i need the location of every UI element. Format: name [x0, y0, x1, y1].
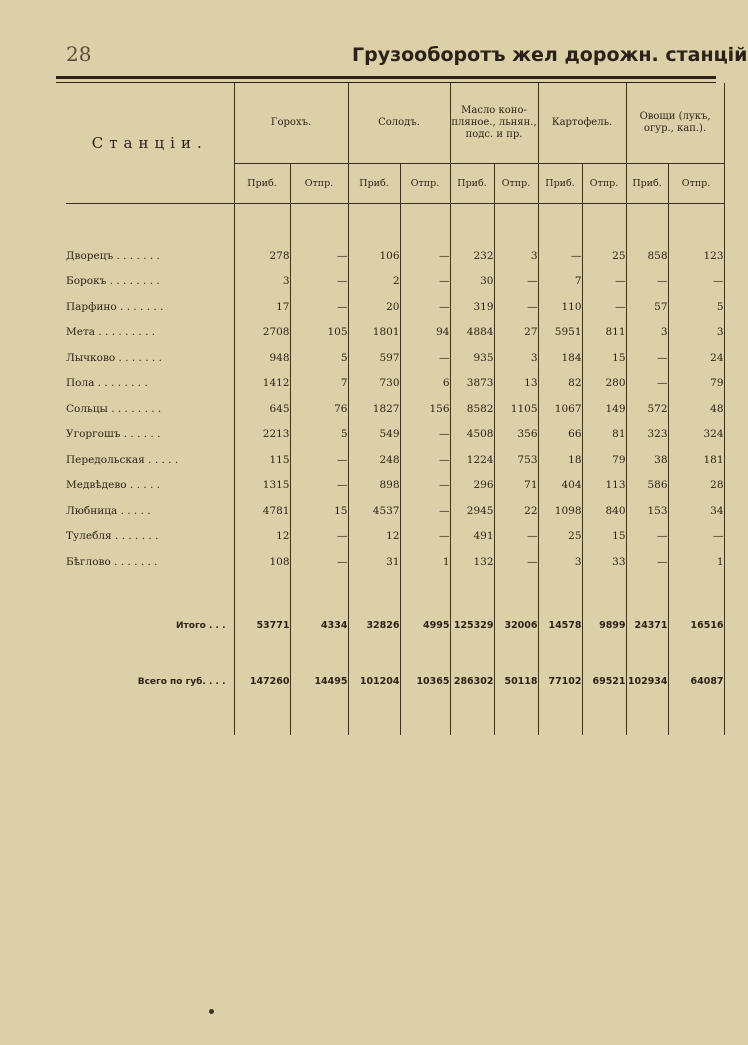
arrival-cell: 1801 — [348, 320, 400, 346]
arrival-cell: 4781 — [234, 498, 290, 524]
arrival-cell: 296 — [450, 473, 494, 499]
arrival-cell: — — [538, 243, 582, 269]
dispatch-cell: 3 — [494, 243, 538, 269]
arrival-cell: 1827 — [348, 396, 400, 422]
arrival-cell: 14578 — [538, 611, 582, 641]
dispatch-cell: 27 — [494, 320, 538, 346]
table-row — [66, 345, 724, 371]
dispatch-cell: — — [290, 473, 348, 499]
spacer-row — [66, 203, 724, 243]
dispatch-cell: 25 — [582, 243, 626, 269]
arrival-cell: 597 — [348, 345, 400, 371]
group-header-oil: Масло коно-пляное., льнян., подс. и пр. — [450, 83, 538, 163]
arrival-cell: 232 — [450, 243, 494, 269]
dispatch-cell: 7 — [290, 371, 348, 397]
table-row — [66, 396, 724, 422]
dispatch-cell: — — [582, 294, 626, 320]
table-row — [66, 524, 724, 550]
arrival-cell: 57 — [626, 294, 668, 320]
arrival-cell: 491 — [450, 524, 494, 550]
group-header-potatoes: Картофель. — [538, 83, 626, 163]
dispatch-cell: 123 — [668, 243, 724, 269]
arrival-cell: — — [626, 269, 668, 295]
arrival-cell: 323 — [626, 422, 668, 448]
station-name: Угоргошъ . . . . . . — [66, 422, 234, 448]
dispatch-cell: — — [582, 269, 626, 295]
station-name: Передольская . . . . . — [66, 447, 234, 473]
dispatch-cell: — — [494, 524, 538, 550]
arrival-cell: 3 — [538, 549, 582, 575]
sub-header-arrival: Приб. — [234, 163, 290, 203]
arrival-cell: — — [626, 524, 668, 550]
arrival-cell: 30 — [450, 269, 494, 295]
dispatch-cell: 48 — [668, 396, 724, 422]
sub-header-arrival: Приб. — [538, 163, 582, 203]
dispatch-cell: 840 — [582, 498, 626, 524]
dispatch-cell: 79 — [582, 447, 626, 473]
arrival-cell: 12 — [234, 524, 290, 550]
dispatch-cell: 5 — [290, 345, 348, 371]
dispatch-cell: 16516 — [668, 611, 724, 641]
dispatch-cell: 14495 — [290, 667, 348, 697]
arrival-cell: 2213 — [234, 422, 290, 448]
arrival-cell: 549 — [348, 422, 400, 448]
dispatch-cell: 5 — [668, 294, 724, 320]
dispatch-cell: 79 — [668, 371, 724, 397]
arrival-cell: — — [626, 345, 668, 371]
dispatch-cell: 4334 — [290, 611, 348, 641]
dispatch-cell: 15 — [290, 498, 348, 524]
arrival-cell: 110 — [538, 294, 582, 320]
sub-header-dispatch: Отпр. — [290, 163, 348, 203]
arrival-cell: 286302 — [450, 667, 494, 697]
station-name: Медвѣдево . . . . . — [66, 473, 234, 499]
arrival-cell: 53771 — [234, 611, 290, 641]
dispatch-cell: 94 — [400, 320, 450, 346]
dispatch-cell: 181 — [668, 447, 724, 473]
sub-header-dispatch: Отпр. — [494, 163, 538, 203]
arrival-cell: 645 — [234, 396, 290, 422]
arrival-cell: 4884 — [450, 320, 494, 346]
arrival-cell: 319 — [450, 294, 494, 320]
arrival-cell: 572 — [626, 396, 668, 422]
dispatch-cell: 5 — [290, 422, 348, 448]
dispatch-cell: 356 — [494, 422, 538, 448]
arrival-cell: 4537 — [348, 498, 400, 524]
arrival-cell: 248 — [348, 447, 400, 473]
dispatch-cell: 6 — [400, 371, 450, 397]
dispatch-cell: — — [668, 524, 724, 550]
sub-header-dispatch: Отпр. — [668, 163, 724, 203]
arrival-cell: 3 — [626, 320, 668, 346]
arrival-cell: 115 — [234, 447, 290, 473]
station-name: Сольцы . . . . . . . . — [66, 396, 234, 422]
arrival-cell: 38 — [626, 447, 668, 473]
dispatch-cell: 1105 — [494, 396, 538, 422]
total-row — [66, 611, 724, 641]
arrival-cell: 404 — [538, 473, 582, 499]
arrival-cell: — — [626, 549, 668, 575]
station-name: Пола . . . . . . . . — [66, 371, 234, 397]
station-name: Мета . . . . . . . . . — [66, 320, 234, 346]
group-header-peas: Горохъ. — [234, 83, 348, 163]
dispatch-cell: 9899 — [582, 611, 626, 641]
dispatch-cell: 324 — [668, 422, 724, 448]
arrival-cell: 3873 — [450, 371, 494, 397]
arrival-cell: 184 — [538, 345, 582, 371]
dispatch-cell: — — [400, 345, 450, 371]
arrival-cell: 101204 — [348, 667, 400, 697]
ink-speck — [209, 1009, 214, 1014]
dispatch-cell: 64087 — [668, 667, 724, 697]
dispatch-cell: 753 — [494, 447, 538, 473]
dispatch-cell: — — [400, 498, 450, 524]
arrival-cell: 948 — [234, 345, 290, 371]
arrival-cell: 132 — [450, 549, 494, 575]
arrival-cell: 278 — [234, 243, 290, 269]
station-name: Дворецъ . . . . . . . — [66, 243, 234, 269]
table-row — [66, 371, 724, 397]
station-name: Бѣглово . . . . . . . — [66, 549, 234, 575]
arrival-cell: 3 — [234, 269, 290, 295]
dispatch-cell: 34 — [668, 498, 724, 524]
total-row — [66, 667, 724, 697]
arrival-cell: 108 — [234, 549, 290, 575]
arrival-cell: 153 — [626, 498, 668, 524]
dispatch-cell: 156 — [400, 396, 450, 422]
table-row — [66, 473, 724, 499]
dispatch-cell: — — [400, 524, 450, 550]
dispatch-cell: 10365 — [400, 667, 450, 697]
arrival-cell: 1412 — [234, 371, 290, 397]
sub-header-arrival: Приб. — [348, 163, 400, 203]
arrival-cell: — — [626, 371, 668, 397]
dispatch-cell: 280 — [582, 371, 626, 397]
dispatch-cell: 4995 — [400, 611, 450, 641]
table-row — [66, 243, 724, 269]
header-rule — [56, 76, 716, 79]
group-header-vegetables: Овощи (лукъ, огур., кап.). — [626, 83, 724, 163]
station-name: Лычково . . . . . . . — [66, 345, 234, 371]
dispatch-cell: — — [290, 447, 348, 473]
spacer-row — [66, 697, 724, 735]
arrival-cell: 1098 — [538, 498, 582, 524]
dispatch-cell: 50118 — [494, 667, 538, 697]
arrival-cell: 2 — [348, 269, 400, 295]
arrival-cell: 82 — [538, 371, 582, 397]
arrival-cell: 4508 — [450, 422, 494, 448]
dispatch-cell: — — [494, 549, 538, 575]
station-name: Борокъ . . . . . . . . — [66, 269, 234, 295]
dispatch-cell: — — [494, 294, 538, 320]
group-header-malt: Солодъ. — [348, 83, 450, 163]
arrival-cell: 1067 — [538, 396, 582, 422]
table-row — [66, 549, 724, 575]
dispatch-cell: 22 — [494, 498, 538, 524]
arrival-cell: 935 — [450, 345, 494, 371]
station-column-header: Станціи. — [66, 83, 234, 203]
arrival-cell: 730 — [348, 371, 400, 397]
dispatch-cell: — — [290, 549, 348, 575]
station-name: Любница . . . . . — [66, 498, 234, 524]
sub-header-dispatch: Отпр. — [582, 163, 626, 203]
arrival-cell: 8582 — [450, 396, 494, 422]
arrival-cell: 12 — [348, 524, 400, 550]
arrival-cell: 77102 — [538, 667, 582, 697]
page-number: 28 — [66, 42, 92, 66]
dispatch-cell: 149 — [582, 396, 626, 422]
dispatch-cell: 15 — [582, 345, 626, 371]
dispatch-cell: — — [400, 447, 450, 473]
station-name: Всего по губ. . . . — [66, 667, 234, 697]
dispatch-cell: — — [290, 524, 348, 550]
table-row — [66, 269, 724, 295]
arrival-cell: 31 — [348, 549, 400, 575]
dispatch-cell: 113 — [582, 473, 626, 499]
dispatch-cell: 15 — [582, 524, 626, 550]
table-row — [66, 422, 724, 448]
dispatch-cell: 24 — [668, 345, 724, 371]
dispatch-cell: — — [400, 294, 450, 320]
arrival-cell: 898 — [348, 473, 400, 499]
freight-table — [66, 83, 725, 735]
arrival-cell: 66 — [538, 422, 582, 448]
dispatch-cell: — — [290, 269, 348, 295]
arrival-cell: 1315 — [234, 473, 290, 499]
dispatch-cell: 13 — [494, 371, 538, 397]
table-row — [66, 320, 724, 346]
dispatch-cell: — — [400, 269, 450, 295]
arrival-cell: 2708 — [234, 320, 290, 346]
dispatch-cell: 32006 — [494, 611, 538, 641]
arrival-cell: 586 — [626, 473, 668, 499]
dispatch-cell: — — [400, 243, 450, 269]
dispatch-cell: 71 — [494, 473, 538, 499]
dispatch-cell: 1 — [668, 549, 724, 575]
dispatch-cell: — — [290, 243, 348, 269]
arrival-cell: 1224 — [450, 447, 494, 473]
arrival-cell: 106 — [348, 243, 400, 269]
arrival-cell: 32826 — [348, 611, 400, 641]
sub-header-arrival: Приб. — [450, 163, 494, 203]
arrival-cell: 5951 — [538, 320, 582, 346]
dispatch-cell: 81 — [582, 422, 626, 448]
dispatch-cell: — — [668, 269, 724, 295]
table-row — [66, 294, 724, 320]
station-name: Итого . . . — [66, 611, 234, 641]
station-name: Парфино . . . . . . . — [66, 294, 234, 320]
arrival-cell: 7 — [538, 269, 582, 295]
dispatch-cell: — — [400, 473, 450, 499]
arrival-cell: 18 — [538, 447, 582, 473]
dispatch-cell: — — [290, 294, 348, 320]
table-row — [66, 447, 724, 473]
sub-header-arrival: Приб. — [626, 163, 668, 203]
dispatch-cell: 105 — [290, 320, 348, 346]
sub-header-dispatch: Отпр. — [400, 163, 450, 203]
dispatch-cell: 28 — [668, 473, 724, 499]
arrival-cell: 858 — [626, 243, 668, 269]
dispatch-cell: 76 — [290, 396, 348, 422]
dispatch-cell: 69521 — [582, 667, 626, 697]
arrival-cell: 125329 — [450, 611, 494, 641]
table-row — [66, 498, 724, 524]
arrival-cell: 20 — [348, 294, 400, 320]
spacer-row — [66, 641, 724, 667]
dispatch-cell: 3 — [668, 320, 724, 346]
running-title: Грузооборотъ жел дорожн. станцій — [352, 44, 748, 66]
arrival-cell: 24371 — [626, 611, 668, 641]
dispatch-cell: 3 — [494, 345, 538, 371]
arrival-cell: 17 — [234, 294, 290, 320]
arrival-cell: 2945 — [450, 498, 494, 524]
arrival-cell: 25 — [538, 524, 582, 550]
station-name: Тулебля . . . . . . . — [66, 524, 234, 550]
dispatch-cell: — — [494, 269, 538, 295]
dispatch-cell: 811 — [582, 320, 626, 346]
arrival-cell: 102934 — [626, 667, 668, 697]
arrival-cell: 147260 — [234, 667, 290, 697]
dispatch-cell: — — [400, 422, 450, 448]
dispatch-cell: 33 — [582, 549, 626, 575]
spacer-row — [66, 575, 724, 611]
dispatch-cell: 1 — [400, 549, 450, 575]
